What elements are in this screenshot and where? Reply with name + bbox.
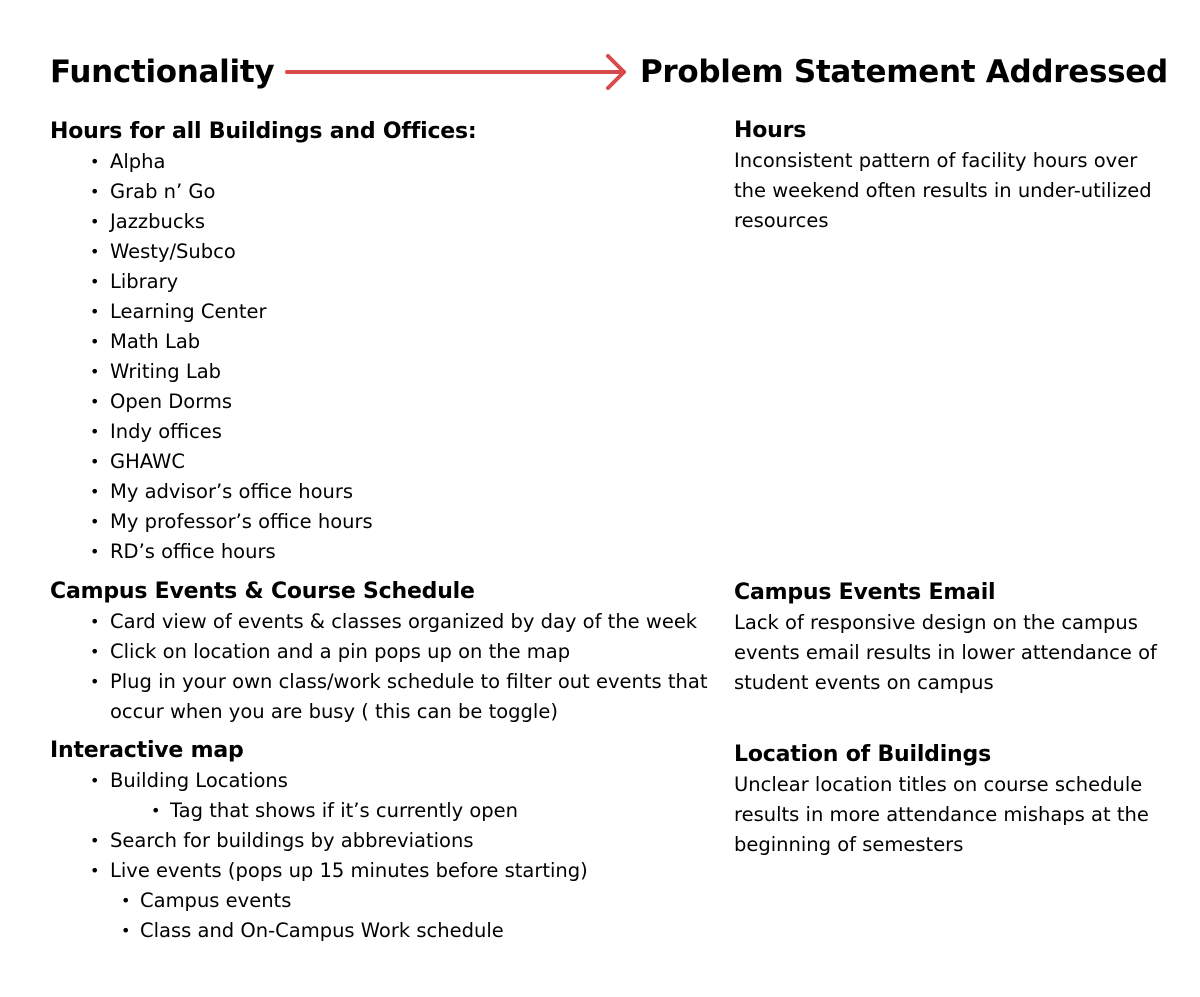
list-item: • Learning Center (90, 300, 267, 323)
list-item: • Live events (pops up 15 minutes before starting) (90, 859, 588, 882)
list-item: • Writing Lab (90, 360, 222, 383)
list-item: • Plug in your own class/work schedule to filter out events that occur when you are busy ( this can be toggle) (90, 670, 708, 723)
problem-location-text: Unclear location titles on course schedule results in more attendance mishaps at the beginning of semesters (734, 773, 1149, 856)
events-list (50, 607, 730, 727)
list-item: • My professor’s office hours (90, 510, 373, 533)
problem-hours-text: Inconsistent pattern of facility hours over the weekend often results in under-utilized resources (734, 149, 1152, 232)
list-item: • Indy offices (90, 420, 222, 443)
list-item: • Jazzbucks (90, 210, 206, 233)
right-arrow-icon (284, 52, 630, 92)
list-item: • Grab n’ Go (90, 180, 216, 203)
list-item: • RD’s office hours (90, 540, 276, 563)
problem-location (734, 740, 1164, 860)
list-item: • Open Dorms (90, 390, 233, 413)
list-item: • My advisor’s office hours (90, 480, 354, 503)
list-item: • Westy/Subco (90, 240, 236, 263)
hours-list (50, 147, 730, 567)
problem-statement-heading: Problem Statement Addressed (640, 54, 1168, 90)
list-item: • Campus events (121, 889, 292, 912)
list-item: • Tag that shows if it’s currently open (151, 799, 519, 822)
list-item: • Card view of events & classes organized by day of the week (90, 610, 698, 633)
list-item: • Click on location and a pin pops up on the map (90, 640, 571, 663)
problem-location-title: Location of Buildings (734, 742, 991, 767)
problem-hours-title: Hours (734, 118, 807, 143)
list-item: • Class and On-Campus Work schedule (121, 919, 504, 942)
events-section (50, 577, 730, 727)
problem-events-email-title: Campus Events Email (734, 580, 996, 605)
list-item: • Search for buildings by abbreviations (90, 829, 474, 852)
list-item: • GHAWC (90, 450, 185, 473)
map-list (50, 766, 730, 946)
map-section (50, 736, 730, 946)
hours-section-title: Hours for all Buildings and Offices: (50, 119, 477, 144)
hours-section (50, 117, 730, 567)
problem-events-email (734, 578, 1164, 698)
problem-hours (734, 116, 1164, 236)
functionality-heading: Functionality (50, 54, 275, 90)
list-item: • Alpha (90, 150, 166, 173)
list-item: • Math Lab (90, 330, 201, 353)
events-section-title: Campus Events & Course Schedule (50, 579, 475, 604)
list-item: • Building Locations (90, 769, 288, 792)
problem-events-email-text: Lack of responsive design on the campus events email results in lower attendance of student events on campus (734, 611, 1157, 694)
list-item: • Library (90, 270, 179, 293)
map-section-title: Interactive map (50, 738, 244, 763)
